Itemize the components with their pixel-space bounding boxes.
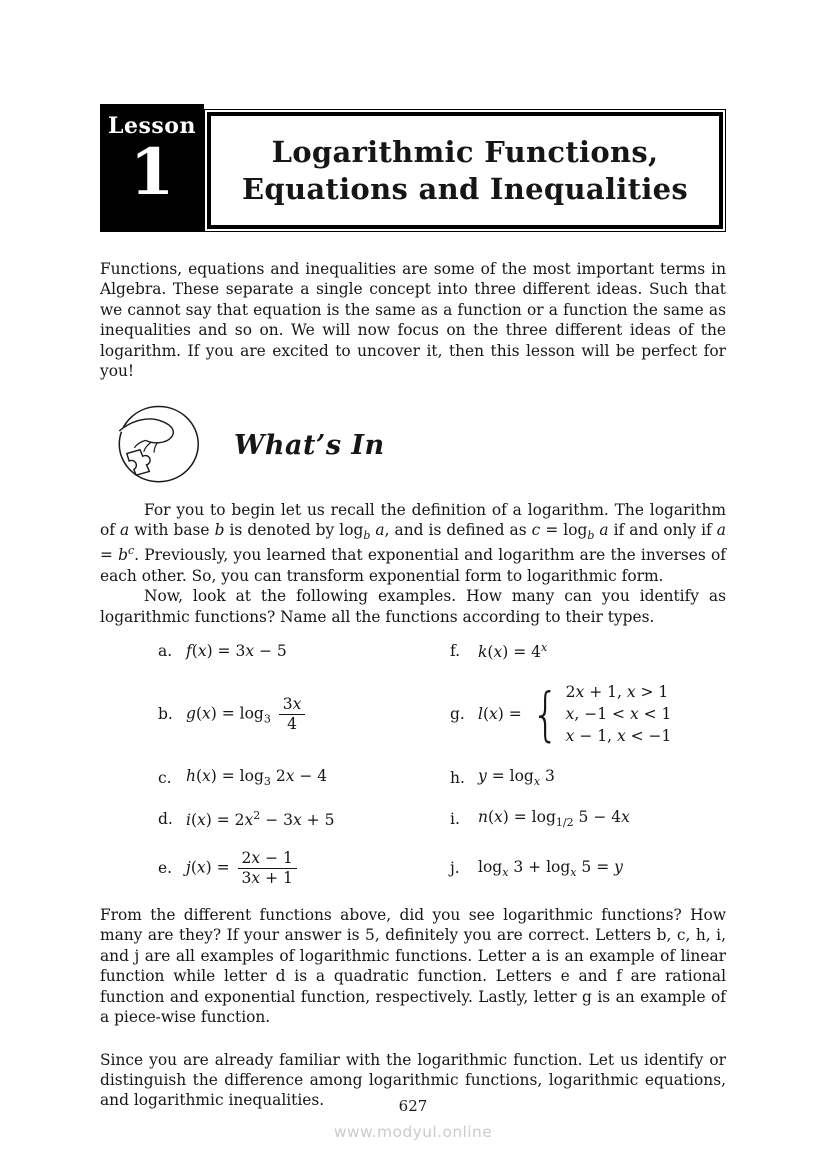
function-label: d. (158, 809, 173, 828)
function-item-j (450, 858, 726, 879)
function-item-e (158, 850, 450, 887)
examples-intro-paragraph: Now, look at the following examples. How many can you identify as logarithmic functions? Name all the functions according to their types. (100, 587, 726, 626)
recall-paragraph: For you to begin let us recall the definition of a logarithm. The logarithm of a with base b is denoted by $\log_b a$, and is defined as $c = \log_b a$ if and only if $a = b^c$. Previously, you learned that exponential and logarithm are the inverses of each other. So, you can transform exponential form to logarithmic form. (100, 500, 726, 585)
function-label: j. (450, 859, 460, 878)
function-label: f. (450, 642, 461, 661)
function-expression: $\log_x 3 + \log_x 5 = y$ (478, 857, 623, 879)
lesson-title-inner (207, 112, 723, 229)
function-expression: j(x) = $\frac{2x - 1}{3x + 1}$ (186, 850, 300, 887)
closing-paragraph: Since you are already familiar with the logarithmic function. Let us identify or distinguish the difference among logarithmic functions, logarithmic equations, and logarithmic inequalities. (100, 1050, 726, 1110)
function-expression: $n(x) = \log_{1/2} 5 - 4x$ (478, 808, 630, 830)
function-label: a. (158, 642, 173, 661)
lesson-header (100, 104, 726, 232)
function-expression: $g(x) = \log_3$ $\frac{3x}{4}$ (186, 696, 308, 733)
analysis-paragraph: From the different functions above, did you see logarithmic functions? How many are they? If your answer is 5, definitely you are correct. Letters b, c, h, i, and j are all examples of logarithmic functions. Letter a is an example of linear function while letter d is a quadratic function. Letters e and f are rational function and exponential function, respectively. Lastly, letter g is an example of a piece-wise function. (100, 905, 726, 1027)
page-number: 627 (398, 1097, 428, 1115)
lesson-number-box (100, 104, 204, 232)
function-expression: l(x) = { 2x + 1, x > 1 x, −1 < x < 1 x − 1, x < −1 (478, 680, 672, 749)
lesson-title-box (204, 109, 726, 232)
function-item-b (158, 696, 450, 733)
function-item-a (158, 642, 450, 660)
watermark: www.modyul.online (333, 1123, 493, 1141)
function-item-f (450, 641, 726, 661)
hand-puzzle-icon (106, 399, 204, 493)
function-label: g. (450, 705, 465, 724)
function-expression: $k(x) = 4^x$ (478, 641, 548, 662)
function-label: b. (158, 705, 173, 724)
lesson-label: Lesson (108, 113, 196, 139)
function-item-d (158, 809, 450, 829)
function-label: c. (158, 768, 172, 787)
function-item-h (450, 767, 726, 788)
function-expression: $h(x) = \log_3 2x - 4$ (186, 767, 328, 789)
intro-paragraph: Functions, equations and inequalities are some of the most important terms in Algebra. These separate a single concept into three different ideas. Such that we cannot say that equation is the same as a function or a function the same as inequalities and so on. We will now focus on the three different ideas of the logarithm. If you are excited to uncover it, then this lesson will be perfect for you! (100, 260, 726, 381)
function-label: h. (450, 768, 465, 787)
lesson-title-line-2: Equations and Inequalities (241, 172, 689, 206)
lesson-number: 1 (129, 135, 175, 210)
function-label: i. (450, 809, 460, 828)
function-examples-list (100, 641, 726, 886)
function-item-c (158, 767, 450, 788)
function-expression: f(x) = 3x − 5 (186, 642, 287, 661)
function-expression: $y = \log_x 3$ (478, 767, 555, 789)
whats-in-heading: What’s In (234, 430, 385, 462)
lesson-title-line-1: Logarithmic Functions, (271, 134, 659, 169)
function-label: e. (158, 859, 173, 878)
whats-in-section (100, 398, 726, 494)
function-item-i (450, 808, 726, 829)
function-expression: $i(x) = 2x^2 - 3x + 5$ (186, 808, 335, 830)
page-content (100, 104, 726, 1111)
function-item-g (450, 681, 726, 747)
